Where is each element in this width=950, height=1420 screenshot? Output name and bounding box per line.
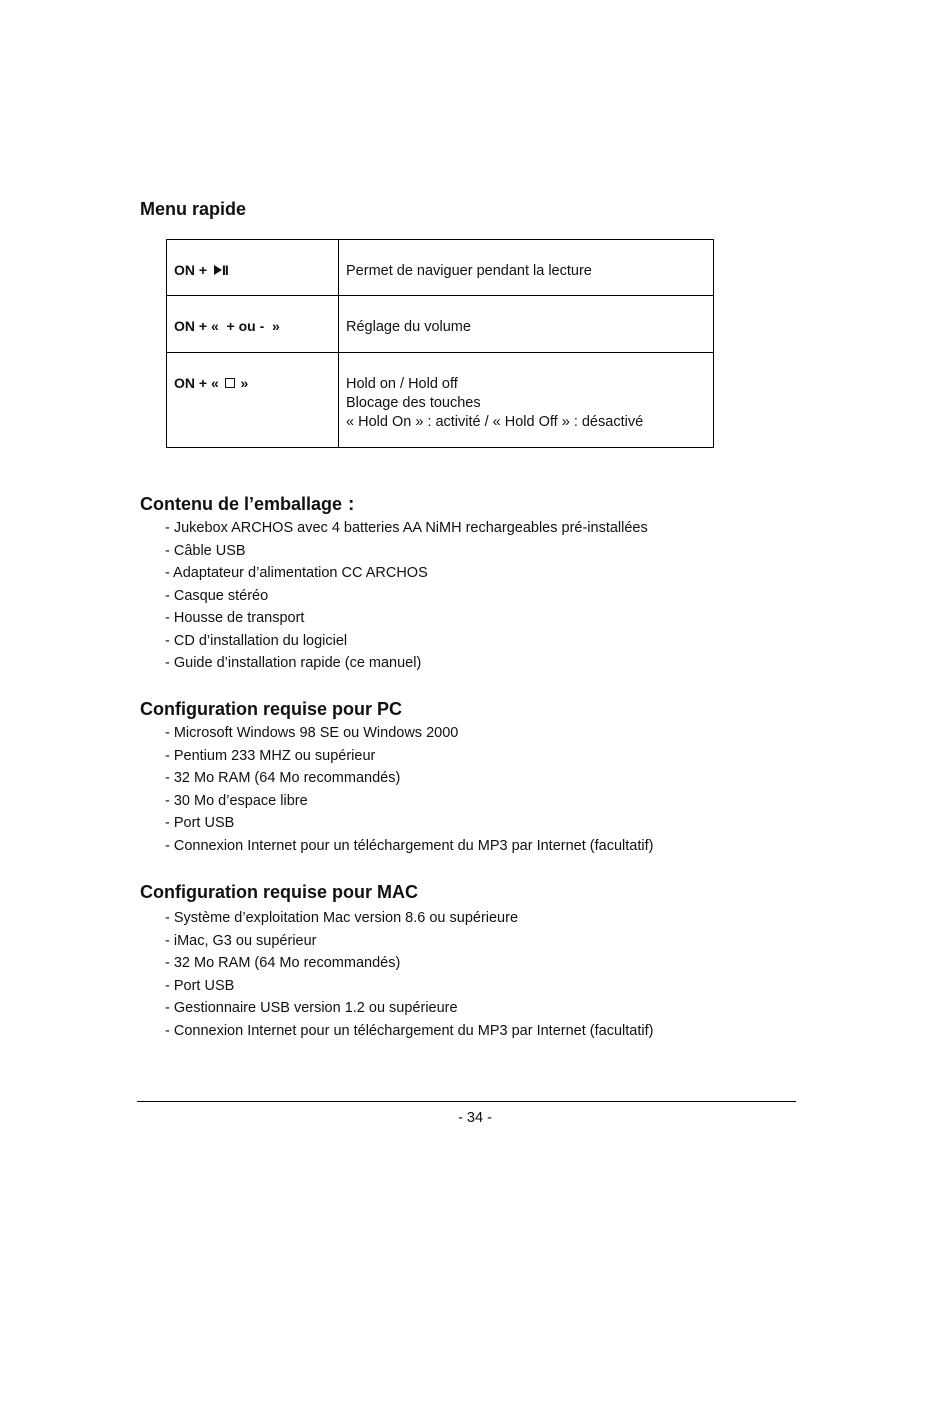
list-item: - Casque stéréo	[165, 587, 269, 604]
package-heading	[140, 493, 354, 516]
list-item: - Connexion Internet pour un téléchargement du MP3 par Internet (facultatif)	[165, 1022, 654, 1039]
table-key-cell	[167, 353, 339, 448]
list-item: - 30 Mo d’espace libre	[165, 792, 308, 809]
table-row	[167, 353, 714, 448]
key-prefix: ON + «	[174, 375, 223, 391]
key-prefix: ON +	[174, 262, 211, 278]
package-list	[165, 519, 648, 677]
page-number: - 34 -	[458, 1110, 492, 1126]
table-key-cell	[167, 240, 339, 296]
desc-line: Hold on / Hold off	[346, 376, 458, 392]
list-item: - Adaptateur d’alimentation CC ARCHOS	[165, 565, 428, 581]
list-item: - 32 Mo RAM (64 Mo recommandés)	[165, 955, 401, 971]
list-item: - 32 Mo RAM (64 Mo recommandés)	[165, 770, 401, 786]
list-item: - Port USB	[165, 815, 235, 831]
list-item: - CD d’installation du logiciel	[165, 632, 348, 649]
desc-line: Permet de naviguer pendant la lecture	[346, 263, 592, 279]
list-item: - Guide d’installation rapide (ce manuel)	[165, 655, 422, 671]
quick-menu-table	[166, 239, 714, 448]
package-heading-text: Contenu de l’emballage	[140, 494, 343, 514]
table-desc-cell	[339, 296, 714, 353]
list-item: - Système d’exploitation Mac version 8.6 ou supérieure	[165, 910, 519, 926]
mac-requirements-list	[165, 909, 653, 1044]
list-item: - Port USB	[165, 977, 235, 994]
list-item: - Microsoft Windows 98 SE ou Windows 2000	[165, 725, 459, 741]
list-item: - Jukebox ARCHOS avec 4 batteries AA NiMH rechargeables pré-installées	[165, 520, 648, 536]
list-item: - iMac, G3 ou supérieur	[165, 932, 317, 949]
footer-divider	[137, 1101, 796, 1102]
key-suffix: II	[221, 262, 228, 278]
key-suffix: »	[236, 375, 249, 391]
list-item: - Gestionnaire USB version 1.2 ou supérieure	[165, 1000, 458, 1016]
list-item: - Câble USB	[165, 542, 246, 559]
square-icon	[225, 378, 235, 388]
list-item: - Pentium 233 MHZ ou supérieur	[165, 747, 376, 764]
mac-requirements-heading: Configuration requise pour MAC	[140, 882, 418, 902]
list-item: - Housse de transport	[165, 610, 305, 626]
table-key-cell: ON + « + ou - »	[167, 296, 339, 353]
table-desc-cell	[339, 353, 714, 448]
list-item: - Connexion Internet pour un téléchargement du MP3 par Internet (facultatif)	[165, 837, 654, 854]
quick-menu-heading: Menu rapide	[140, 199, 247, 219]
table-desc-cell	[339, 240, 714, 296]
play-pause-icon	[214, 265, 222, 275]
package-heading-colon: :	[348, 494, 355, 515]
pc-requirements-list	[165, 724, 653, 859]
desc-line: « Hold On » : activité / « Hold Off » : désactivé	[346, 414, 644, 430]
pc-requirements-heading: Configuration requise pour PC	[140, 699, 403, 719]
desc-line: Réglage du volume	[346, 319, 471, 335]
table-row	[167, 240, 714, 296]
table-row	[167, 296, 714, 353]
desc-line: Blocage des touches	[346, 395, 481, 411]
